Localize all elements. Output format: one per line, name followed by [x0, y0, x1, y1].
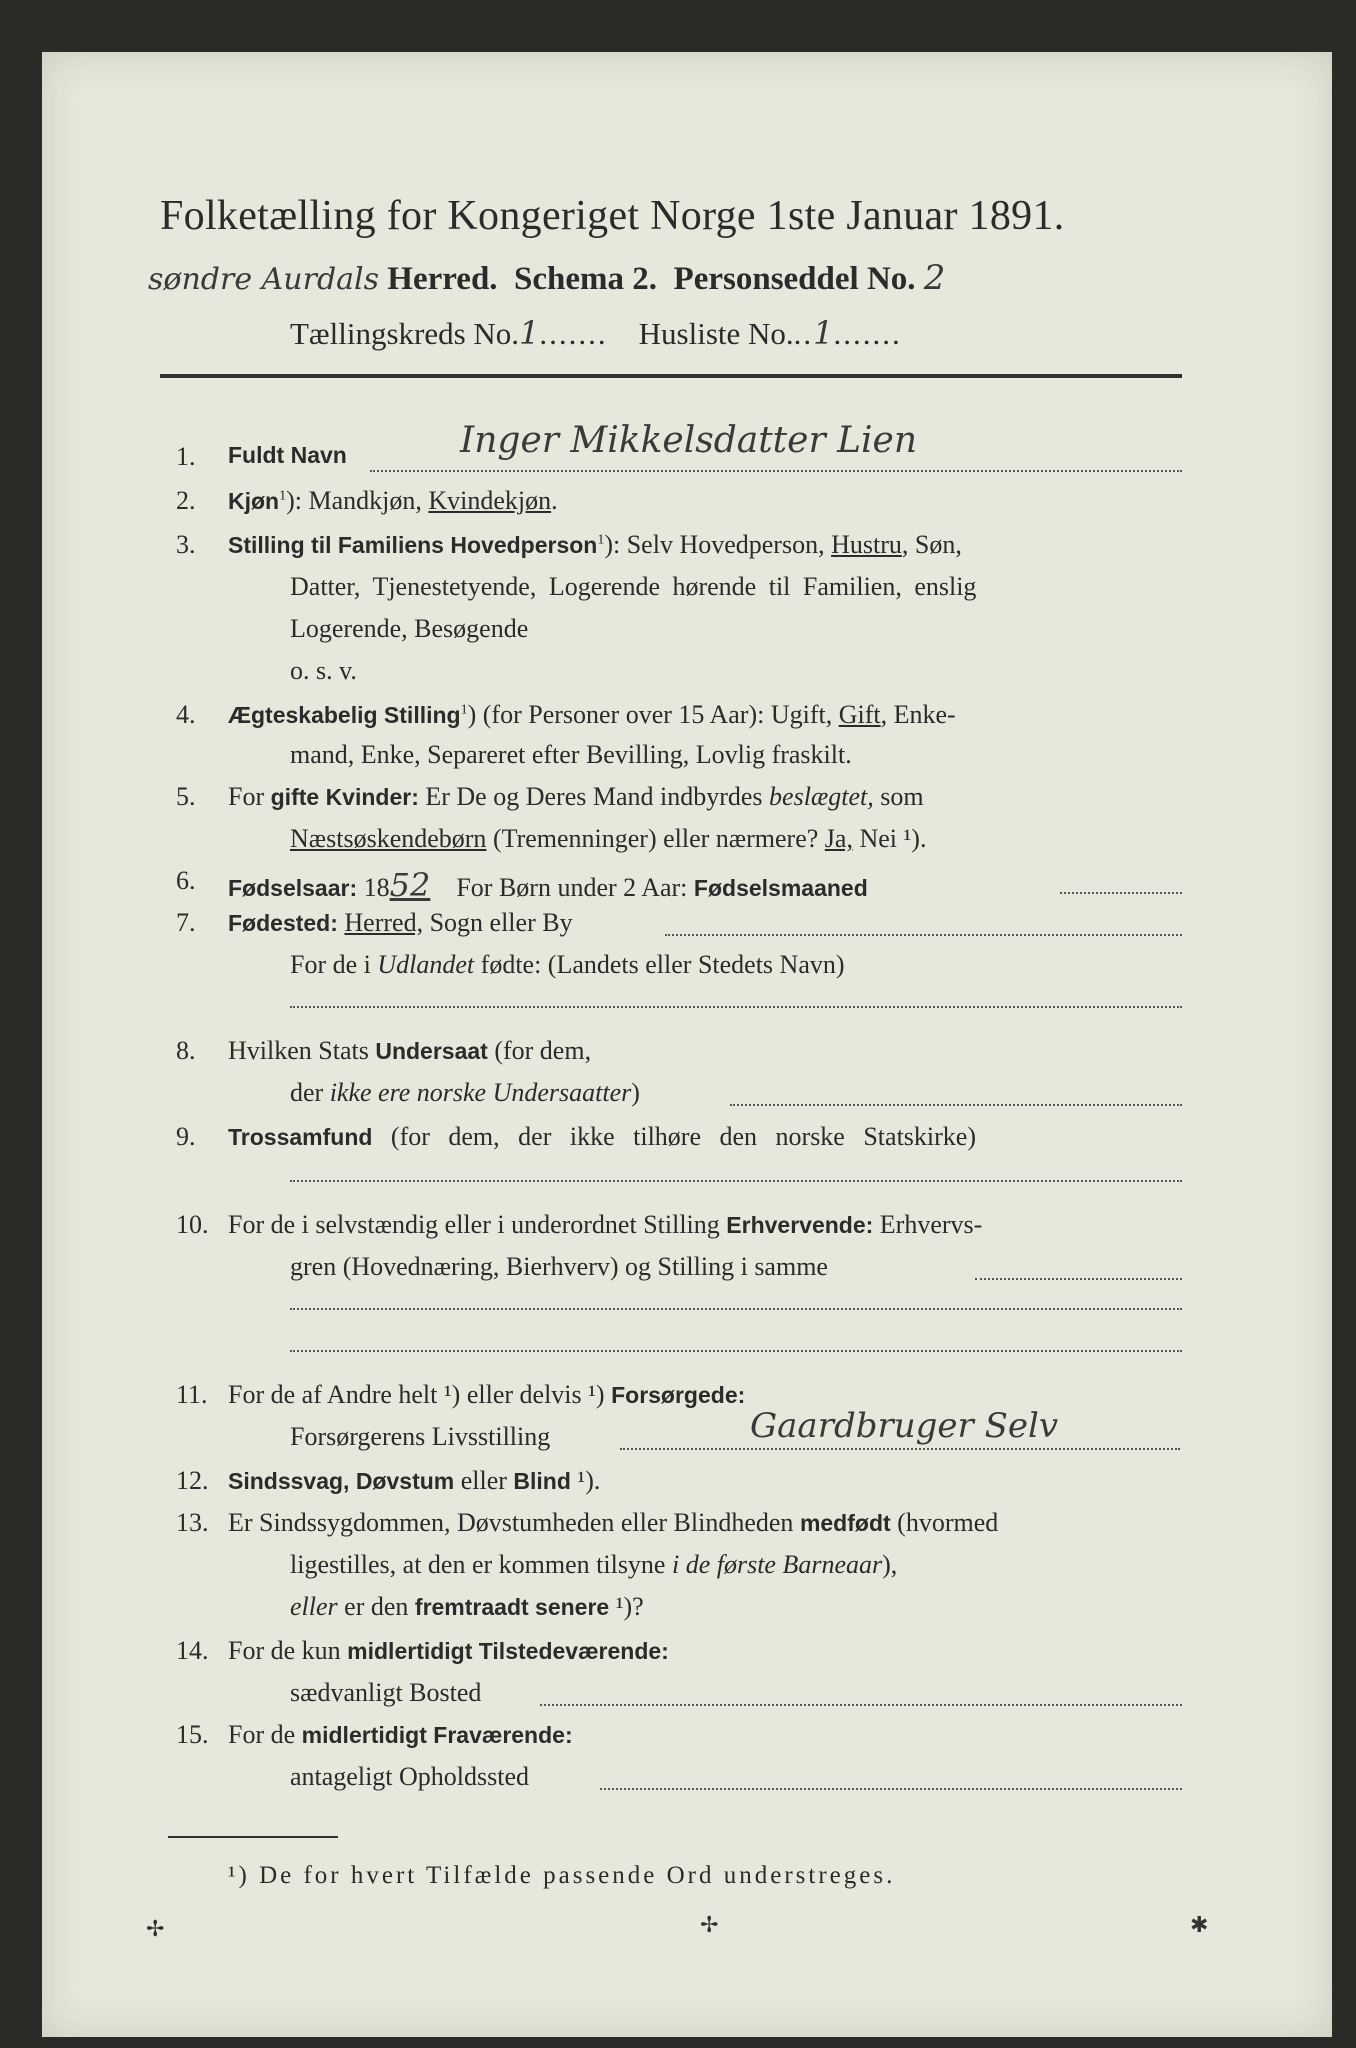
item-label: Fødested: — [228, 910, 338, 936]
item-label: Ægteskabelig Stilling — [228, 702, 461, 728]
dotted-line — [290, 1308, 1182, 1310]
underlined-answer: Ja, — [824, 824, 853, 853]
kreds-line: Tællingskreds No.1....... Husliste No...1....... — [290, 314, 902, 352]
dotted-line — [730, 1104, 1182, 1106]
dotted-line — [290, 1350, 1182, 1352]
item-label: Fødselsmaaned — [693, 875, 868, 901]
item-text: antageligt Opholdssted — [290, 1762, 530, 1791]
schema-label: Schema 2. — [514, 261, 658, 297]
item-label: Sindssvag, Døvstum — [228, 1468, 455, 1494]
corner-mark-icon: ✱ — [1190, 1912, 1209, 1937]
item-text: For de i — [290, 950, 378, 979]
item-label: Erhvervende: — [726, 1212, 874, 1238]
footnote: ¹) De for hvert Tilfælde passende Ord understreges. — [228, 1862, 896, 1889]
item-italic: beslægtet, — [769, 782, 874, 811]
item-italic: Udlandet — [377, 950, 475, 979]
header-rule — [160, 374, 1182, 378]
item-text-end: Nei ¹). — [852, 824, 927, 853]
husliste-number: 1 — [813, 314, 834, 352]
item-number: 6. — [176, 866, 196, 895]
item-number: 15. — [176, 1720, 209, 1749]
item-label: Forsørgede: — [611, 1382, 746, 1408]
item-label: fremtraadt senere — [414, 1594, 610, 1620]
item-text: er den — [337, 1592, 415, 1621]
item-text: For de kun — [228, 1636, 348, 1665]
item-text: Datter, Tjenestetyende, Logerende hørende til Familien, enslig — [290, 572, 977, 601]
provider-occupation-handwritten: Gaardbruger Selv — [750, 1406, 1059, 1446]
item-text-end: (hvormed — [890, 1508, 999, 1537]
item-text: For de — [228, 1720, 302, 1749]
item-number: 11. — [176, 1380, 208, 1409]
item-number: 12. — [176, 1466, 209, 1495]
full-name-handwritten: Inger Mikkelsdatter Lien — [460, 420, 918, 461]
kreds-number: 1 — [519, 314, 540, 352]
personseddel-number: 2 — [923, 258, 946, 298]
item-text: For Børn under 2 Aar: — [456, 873, 688, 902]
item-text: ) (for Personer over 15 Aar): Ugift, — [467, 700, 839, 729]
form-title: Folketælling for Kongeriget Norge 1ste Januar 1891. — [160, 193, 1065, 239]
dotted-line — [290, 1180, 1182, 1182]
item-italic: i de første Barneaar — [671, 1550, 883, 1579]
item-text-end: , Enke- — [880, 700, 956, 729]
item-text: eller — [454, 1466, 514, 1495]
item-text: ) — [631, 1078, 640, 1107]
item-text-end: Erhvervs- — [873, 1210, 983, 1239]
item-text: ): Mandkjøn, — [286, 486, 429, 515]
item-label: Kjøn — [228, 488, 280, 514]
item-text: der — [290, 1078, 330, 1107]
item-label: Blind — [513, 1468, 571, 1494]
item-text: Er De og Deres Mand indbyrdes — [418, 782, 770, 811]
item-text: For — [228, 782, 271, 811]
item-label: gifte Kvinder: — [270, 784, 419, 810]
herred-line — [148, 258, 945, 298]
item-text: o. s. v. — [290, 656, 357, 685]
item-text: Logerende, Besøgende — [290, 614, 529, 643]
corner-mark-icon: ✢ — [146, 1916, 165, 1941]
item-label: Undersaat — [375, 1038, 488, 1064]
footnote-ref: 1 — [279, 488, 287, 504]
herred-label: Herred. — [387, 261, 498, 297]
husliste-label: Husliste No. — [638, 316, 794, 351]
item-number: 4. — [176, 700, 196, 729]
item-number: 9. — [176, 1122, 196, 1151]
item-number: 2. — [176, 486, 196, 515]
item-text: For de af Andre helt ¹) eller delvis ¹) — [228, 1380, 612, 1409]
item-italic: eller — [290, 1592, 338, 1621]
item-text: gren (Hovednæring, Bierhverv) og Stilling i samme — [290, 1252, 828, 1281]
item-text: fødte: (Landets eller Stedets Navn) — [474, 950, 845, 979]
item-text: ¹)? — [609, 1592, 644, 1621]
personseddel-label: Personseddel No. — [673, 261, 916, 297]
item-number: 8. — [176, 1036, 196, 1065]
underlined-answer: Herred, — [344, 908, 424, 937]
item-label: Trossamfund — [228, 1124, 373, 1150]
underlined-answer: Næstsøskendebørn — [290, 824, 487, 853]
year-prefix: 18 — [363, 873, 390, 902]
item-text: (for dem, der ikke tilhøre den norske Statskirke) — [372, 1122, 976, 1151]
center-mark-icon: ✢ — [700, 1912, 719, 1937]
item-number: 3. — [176, 530, 196, 559]
item-label: midlertidigt Tilstedeværende: — [347, 1638, 669, 1664]
item-text: (for dem, — [487, 1036, 592, 1065]
item-text: ), — [882, 1550, 898, 1579]
item-text-end: . — [551, 486, 558, 515]
item-text-end: som — [873, 782, 924, 811]
item-text-end: ¹). — [570, 1466, 601, 1495]
dotted-line — [665, 934, 1182, 936]
item-text: ligestilles, at den er kommen tilsyne — [290, 1550, 672, 1579]
dotted-line — [370, 470, 1182, 472]
underlined-answer: Kvindekjøn — [428, 486, 552, 515]
dotted-line — [540, 1704, 1182, 1706]
item-number: 13. — [176, 1508, 209, 1537]
item-text-end: , Søn, — [901, 530, 962, 559]
item-label: medfødt — [799, 1510, 891, 1536]
item-label: Fuldt Navn — [228, 442, 347, 468]
item-label: Stilling til Familiens Hovedperson — [228, 532, 598, 558]
footnote-rule — [168, 1836, 338, 1838]
herred-handwritten: søndre Aurdals — [148, 262, 380, 297]
dotted-line — [975, 1278, 1182, 1280]
item-text: Forsørgerens Livsstilling — [290, 1422, 551, 1451]
item-italic: ikke ere norske Undersaatter — [329, 1078, 632, 1107]
item-text: For de i selvstændig eller i underordnet Stilling — [228, 1210, 727, 1239]
item-number: 7. — [176, 908, 196, 937]
item-text: ): Selv Hovedperson, — [604, 530, 832, 559]
item-number: 14. — [176, 1636, 209, 1665]
dotted-line — [600, 1788, 1182, 1790]
kreds-label: Tællingskreds No. — [290, 316, 520, 351]
item-number: 5. — [176, 782, 196, 811]
item-number: 10. — [176, 1210, 209, 1239]
dotted-line — [620, 1448, 1180, 1450]
item-label: midlertidigt Fraværende: — [301, 1722, 573, 1748]
item-text: (Tremenninger) eller nærmere? — [486, 824, 825, 853]
underlined-answer: Gift — [838, 700, 881, 729]
item-text: Sogn eller By — [423, 908, 573, 937]
underlined-answer: Hustru — [831, 530, 902, 559]
dotted-line — [1060, 892, 1182, 894]
dotted-line — [290, 1006, 1182, 1008]
item-text: Er Sindssygdommen, Døvstumheden eller Blindheden — [228, 1508, 800, 1537]
item-text: sædvanligt Bosted — [290, 1678, 482, 1707]
item-label: Fødselsaar: — [228, 875, 358, 901]
birth-year-handwritten: 52 — [389, 866, 431, 904]
item-number: 1. — [176, 442, 196, 471]
item-text: Hvilken Stats — [228, 1036, 376, 1065]
item-text: mand, Enke, Separeret efter Bevilling, Lovlig fraskilt. — [290, 740, 852, 769]
